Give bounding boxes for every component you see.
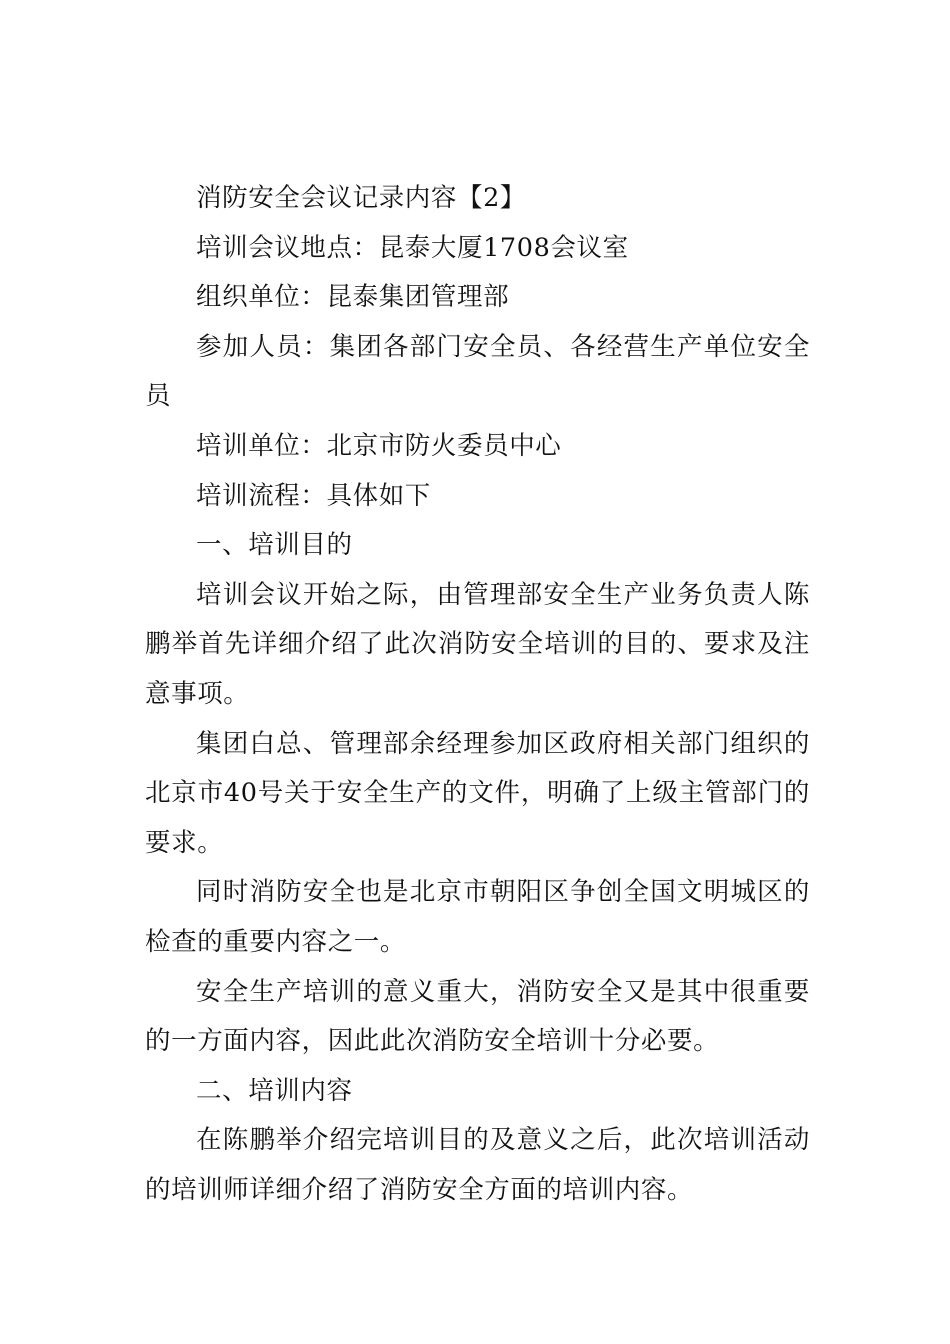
training-process: 培训流程：具体如下 [196,480,431,511]
section-heading-purpose: 一、培训目的 [196,530,353,561]
participants: 参加人员：集团各部门安全员、各经营生产单位安全员 [145,331,810,412]
document-body [145,174,810,1215]
meeting-location: 培训会议地点：昆泰大厦1708会议室 [196,232,629,263]
body-paragraph: 集团白总、管理部余经理参加区政府相关部门组织的北京市40号关于安全生产的文件，明确了上级主管部门的要求。 [145,728,810,858]
training-unit: 培训单位：北京市防火委员中心 [196,430,562,461]
body-paragraph: 同时消防安全也是北京市朝阳区争创全国文明城区的检查的重要内容之一。 [145,877,810,957]
organizer: 组织单位：昆泰集团管理部 [196,282,510,313]
body-paragraph: 安全生产培训的意义重大，消防安全又是其中很重要的一方面内容，因此此次消防安全培训十分必要。 [145,976,810,1057]
section-heading-content: 二、培训内容 [196,1075,353,1106]
body-paragraph: 培训会议开始之际，由管理部安全生产业务负责人陈鹏举首先详细介绍了此次消防安全培训的目的、要求及注意事项。 [145,579,810,709]
document-title: 消防安全会议记录内容【2】 [196,183,527,213]
body-paragraph: 在陈鹏举介绍完培训目的及意义之后，此次培训活动的培训师详细介绍了消防安全方面的培训内容。 [145,1125,810,1205]
